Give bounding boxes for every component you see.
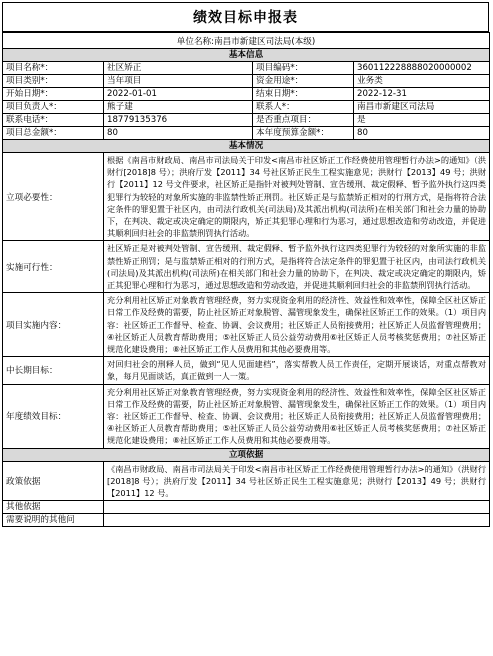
- other-basis-text: [104, 501, 490, 514]
- other-basis-row: [3, 501, 490, 514]
- field-value: 熊子建: [104, 101, 253, 114]
- info-row: [3, 114, 490, 127]
- field-value: 2022-01-01: [104, 88, 253, 101]
- policy-label: 政策依据: [3, 461, 104, 501]
- field-value: 80: [104, 127, 253, 140]
- info-row: [3, 88, 490, 101]
- content-row: [3, 293, 490, 357]
- annual-label: 年度绩效目标：: [3, 384, 104, 448]
- info-row: [3, 101, 490, 114]
- content-text: 充分利用社区矫正对象教育管理经费，努力实现资金利用的经济性、效益性和效率性，保障全区社区矫正日常工作及经费的需要，防止社区矫正对象脱管、漏管现象发生，确保社区矫正工作的效果。（1）项目内容：社区矫正工作督导、检查、协调、会议费用；社区矫正人员衔接费用；社区矫正人员监督管理费用；④社区矫正人员教育帮助费用；⑤社区矫正人员公益劳动费用⑥社区矫正人员考核奖惩费用；⑦社区矫正规范化建设费用；⑧社区矫正工作人员费用和其他必要费用等。: [104, 293, 490, 357]
- field-value: 业务类: [354, 75, 490, 88]
- notes-row: [3, 514, 490, 527]
- midterm-row: [3, 357, 490, 384]
- field-value: 当年项目: [104, 75, 253, 88]
- annual-text: 充分利用社区矫正对象教育管理经费，努力实现资金利用的经济性、效益性和效率性，保障全区社区矫正日常工作及经费的需要，防止社区矫正对象脱管、漏管现象发生，确保社区矫正工作的效果。（1）项目内容：社区矫正工作督导、检查、协调、会议费用；社区矫正人员衔接费用；社区矫正人员监督管理费用；④社区矫正人员教育帮助费用；⑤社区矫正人员公益劳动费用⑥社区矫正人员考核奖惩费用；⑦社区矫正规范化建设费用；⑧社区矫正工作人员费用和其他必要费用等。: [104, 384, 490, 448]
- midterm-text: 对回归社会的刑释人员，做到“见人见面建档”，落实帮教人员工作责任，定期开展谈话，对重点帮教对象，每月见面谈话，真正做到一人一策。: [104, 357, 490, 384]
- necessity-text: 根据《南昌市财政局、南昌市司法局关于印发<南昌市社区矫正工作经费使用管理暂行办法>的通知》（洪财行[2018]8 号）；洪府厅发【2011】34 号社区矫正民生工程实施意见；洪财行【2013】49 号；洪财行【2011】12 号文件要求，社区矫正是指针对被判处管制、宣告缓刑、裁定假释、暂予监外执行这四类犯罪行为较轻的对象所实施的非监禁性矫正刑罚。社区矫正是与监禁矫正相对的行刑方式，是指将符合法定条件的罪犯置于社区内，由司法行政机关(司法局)及其派出机构(司法所)在相关部门和社会力量的协助下，在判决、裁定或决定确定的期限内，矫正其犯罪心理和行为恶习，通过思想改造和劳动改造，并促进其顺利回归社会的非监禁刑罚执行活动。: [104, 153, 490, 241]
- section-project-basis: 立项依据: [3, 448, 490, 461]
- content-label: 项目实施内容：: [3, 293, 104, 357]
- field-label: 是否重点项目：: [253, 114, 354, 127]
- info-row: [3, 62, 490, 75]
- field-label: 项目负责人*：: [3, 101, 104, 114]
- field-label: 联系人*：: [253, 101, 354, 114]
- annual-row: [3, 384, 490, 448]
- unit-name: 单位名称:南昌市新建区司法局(本级): [3, 33, 490, 49]
- info-row: [3, 75, 490, 88]
- notes-label: 需要说明的其他问: [3, 514, 104, 527]
- field-label: 资金用途*：: [253, 75, 354, 88]
- field-label: 联系电话*：: [3, 114, 104, 127]
- info-row: [3, 127, 490, 140]
- field-value: 是: [354, 114, 490, 127]
- section-basic-situation: 基本情况: [3, 140, 490, 153]
- necessity-row: [3, 153, 490, 241]
- necessity-label: 立项必要性：: [3, 153, 104, 241]
- declaration-form: [2, 2, 489, 527]
- field-label: 项目名称*：: [3, 62, 104, 75]
- policy-row: [3, 461, 490, 501]
- field-value: 18779135376: [104, 114, 253, 127]
- field-label: 本年度预算金额*：: [253, 127, 354, 140]
- feasibility-label: 实施可行性：: [3, 241, 104, 293]
- field-label: 项目总金额*：: [3, 127, 104, 140]
- field-value: 360112228888020000002: [354, 62, 490, 75]
- field-value: 社区矫正: [104, 62, 253, 75]
- notes-text: [104, 514, 490, 527]
- midterm-label: 中长期目标：: [3, 357, 104, 384]
- field-label: 结束日期*：: [253, 88, 354, 101]
- form-table: [2, 32, 490, 527]
- policy-text: 《南昌市财政局、南昌市司法局关于印发<南昌市社区矫正工作经费使用管理暂行办法>的通知》（洪财行[2018]8 号）；洪府厅发【2011】34 号社区矫正民生工程实施意见；洪财行【2013】49 号；洪财行【2011】12 号。: [104, 461, 490, 501]
- field-value: 2022-12-31: [354, 88, 490, 101]
- other-basis-label: 其他依据: [3, 501, 104, 514]
- form-title: 绩效目标申报表: [2, 2, 489, 32]
- field-value: 南昌市新建区司法局: [354, 101, 490, 114]
- field-label: 开始日期*：: [3, 88, 104, 101]
- field-value: 80: [354, 127, 490, 140]
- feasibility-text: 社区矫正是对被判处管制、宣告缓刑、裁定假释、暂予监外执行这四类犯罪行为较轻的对象所实施的非监禁性矫正刑罚；是与监禁矫正相对的行刑方式，是指将符合法定条件的罪犯置于社区内，由司法行政机关(司法局)及其派出机构(司法所)在相关部门和社会力量的协助下，在判决、裁定或决定确定的期限内，矫正其犯罪心理和行为恶习，通过思想改造和劳动改造，并促进其顺利回归社会的非监禁刑罚执行活动。: [104, 241, 490, 293]
- section-basic-info: 基本信息: [3, 49, 490, 62]
- field-label: 项目类别*：: [3, 75, 104, 88]
- feasibility-row: [3, 241, 490, 293]
- field-label: 项目编码*：: [253, 62, 354, 75]
